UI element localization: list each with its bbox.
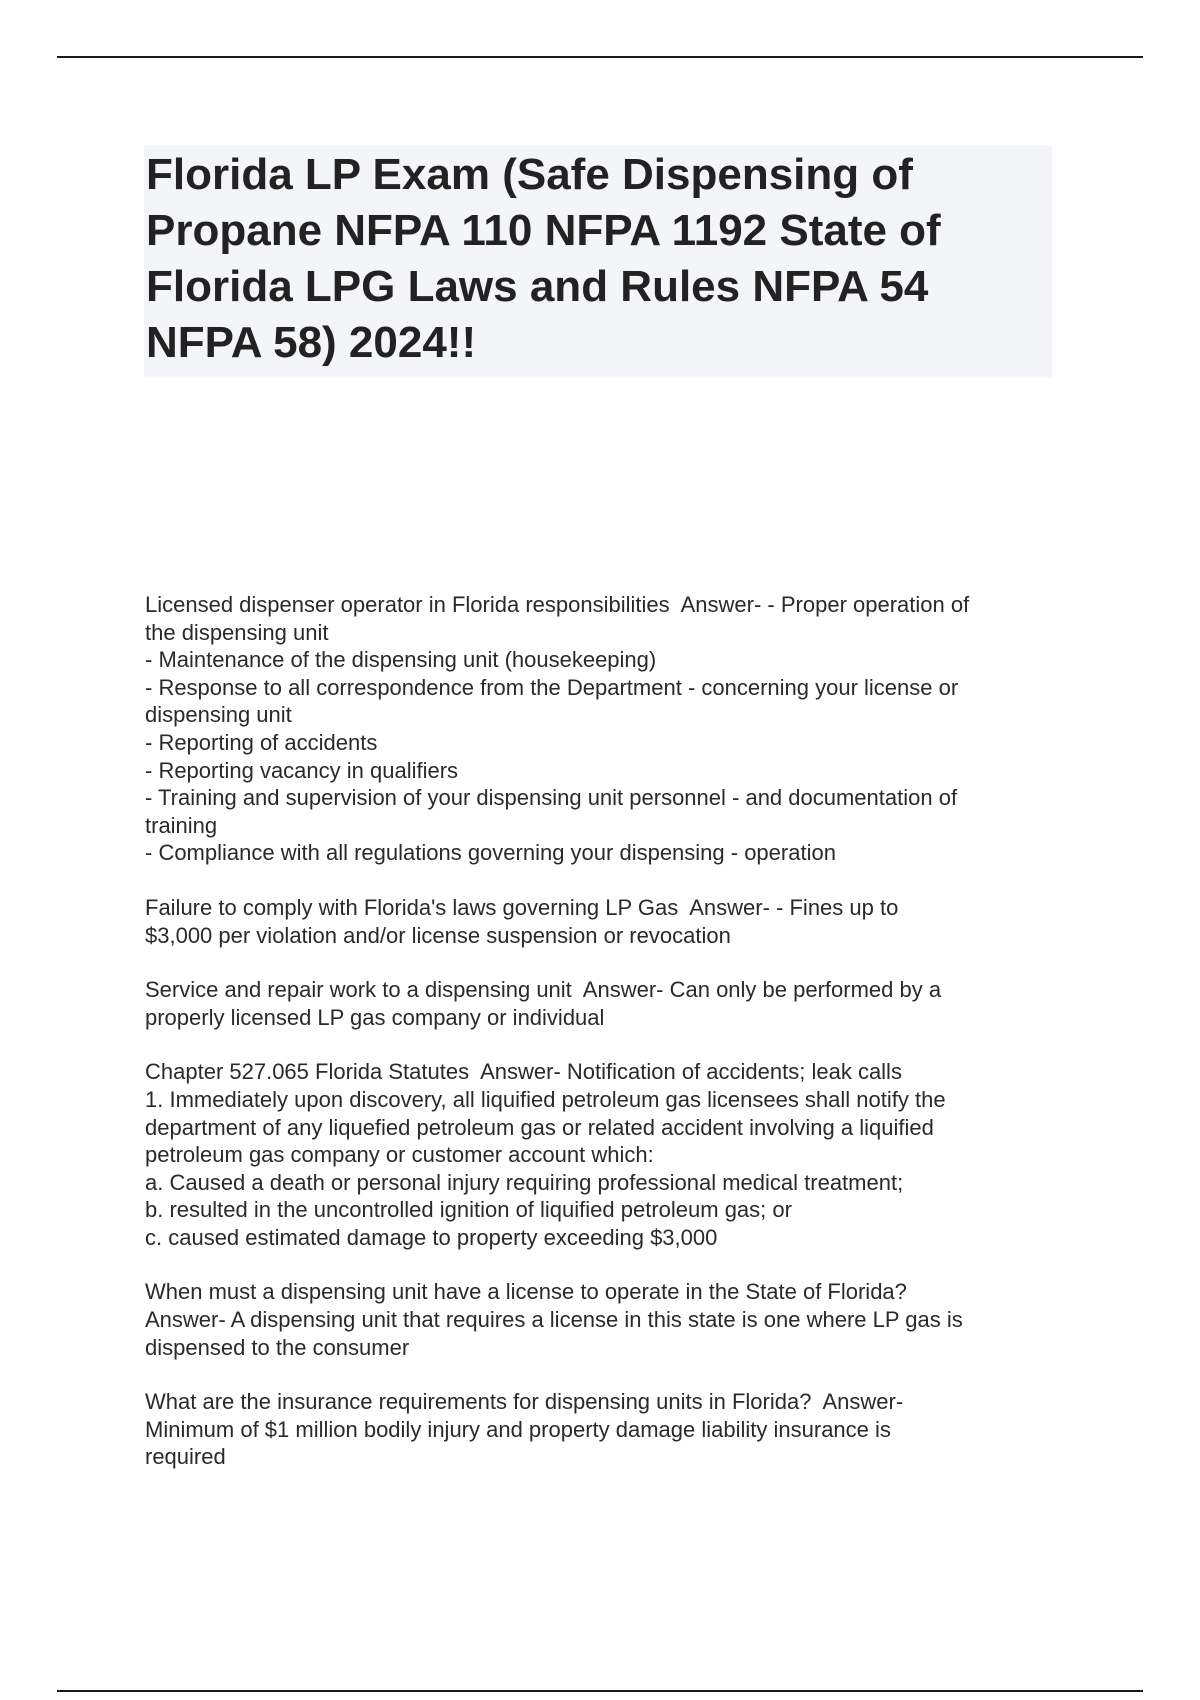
text-line: the dispensing unit bbox=[145, 619, 329, 645]
document-title bbox=[146, 147, 1052, 371]
title-line: Florida LP Exam (Safe Dispensing of bbox=[146, 150, 913, 199]
text-line: department of any liquefied petroleum gas or related accident involving a liquified bbox=[145, 1114, 934, 1140]
text-line: Minimum of $1 million bodily injury and property damage liability insurance is bbox=[145, 1416, 891, 1442]
text-line: Service and repair work to a dispensing unit Answer- Can only be performed by a bbox=[145, 977, 942, 1003]
text-line: - Training and supervision of your dispensing unit personnel - and documentation of bbox=[145, 785, 958, 811]
qa-list bbox=[145, 591, 1060, 1498]
title-line: Florida LPG Laws and Rules NFPA 54 bbox=[146, 262, 929, 311]
text-line: - Reporting vacancy in qualifiers bbox=[145, 757, 459, 783]
text-line: - Response to all correspondence from the Department - concerning your license or bbox=[145, 674, 959, 700]
text-line: When must a dispensing unit have a license to operate in the State of Florida? bbox=[145, 1279, 907, 1305]
title-line: NFPA 58) 2024!! bbox=[146, 318, 477, 367]
text-line: training bbox=[145, 812, 218, 838]
qa-item-failure-to-comply bbox=[145, 894, 1060, 949]
text-line: b. resulted in the uncontrolled ignition of liquified petroleum gas; or bbox=[145, 1197, 792, 1223]
bottom-rule bbox=[57, 1690, 1143, 1692]
text-line: Chapter 527.065 Florida Statutes Answer- Notification of accidents; leak calls bbox=[145, 1059, 902, 1085]
text-line: a. Caused a death or personal injury requiring professional medical treatment; bbox=[145, 1169, 904, 1195]
title-line: Propane NFPA 110 NFPA 1192 State of bbox=[146, 206, 941, 255]
text-line: - Maintenance of the dispensing unit (housekeeping) bbox=[145, 647, 657, 673]
text-line: - Reporting of accidents bbox=[145, 729, 378, 755]
text-line: properly licensed LP gas company or individual bbox=[145, 1004, 605, 1030]
qa-item-dispenser-responsibilities bbox=[145, 591, 1060, 867]
text-line: - Compliance with all regulations governing your dispensing - operation bbox=[145, 840, 836, 866]
text-line: Failure to comply with Florida's laws governing LP Gas Answer- - Fines up to bbox=[145, 894, 899, 920]
text-line: dispensing unit bbox=[145, 702, 292, 728]
qa-item-license-requirement bbox=[145, 1278, 1060, 1361]
qa-item-chapter-527-065 bbox=[145, 1058, 1060, 1251]
text-line: Licensed dispenser operator in Florida responsibilities Answer- - Proper operation of bbox=[145, 592, 970, 617]
text-line: What are the insurance requirements for dispensing units in Florida? Answer- bbox=[145, 1389, 904, 1415]
qa-item-insurance-requirements bbox=[145, 1388, 1060, 1471]
top-rule bbox=[57, 56, 1143, 58]
text-line: petroleum gas company or customer account which: bbox=[145, 1142, 654, 1168]
text-line: 1. Immediately upon discovery, all liquified petroleum gas licensees shall notify the bbox=[145, 1086, 946, 1112]
text-line: c. caused estimated damage to property exceeding $3,000 bbox=[145, 1224, 718, 1250]
qa-item-service-and-repair bbox=[145, 976, 1060, 1031]
text-line: required bbox=[145, 1444, 226, 1470]
text-line: Answer- A dispensing unit that requires a license in this state is one where LP gas is bbox=[145, 1307, 963, 1333]
text-line: $3,000 per violation and/or license suspension or revocation bbox=[145, 922, 731, 948]
text-line: dispensed to the consumer bbox=[145, 1334, 410, 1360]
title-block bbox=[144, 145, 1052, 377]
